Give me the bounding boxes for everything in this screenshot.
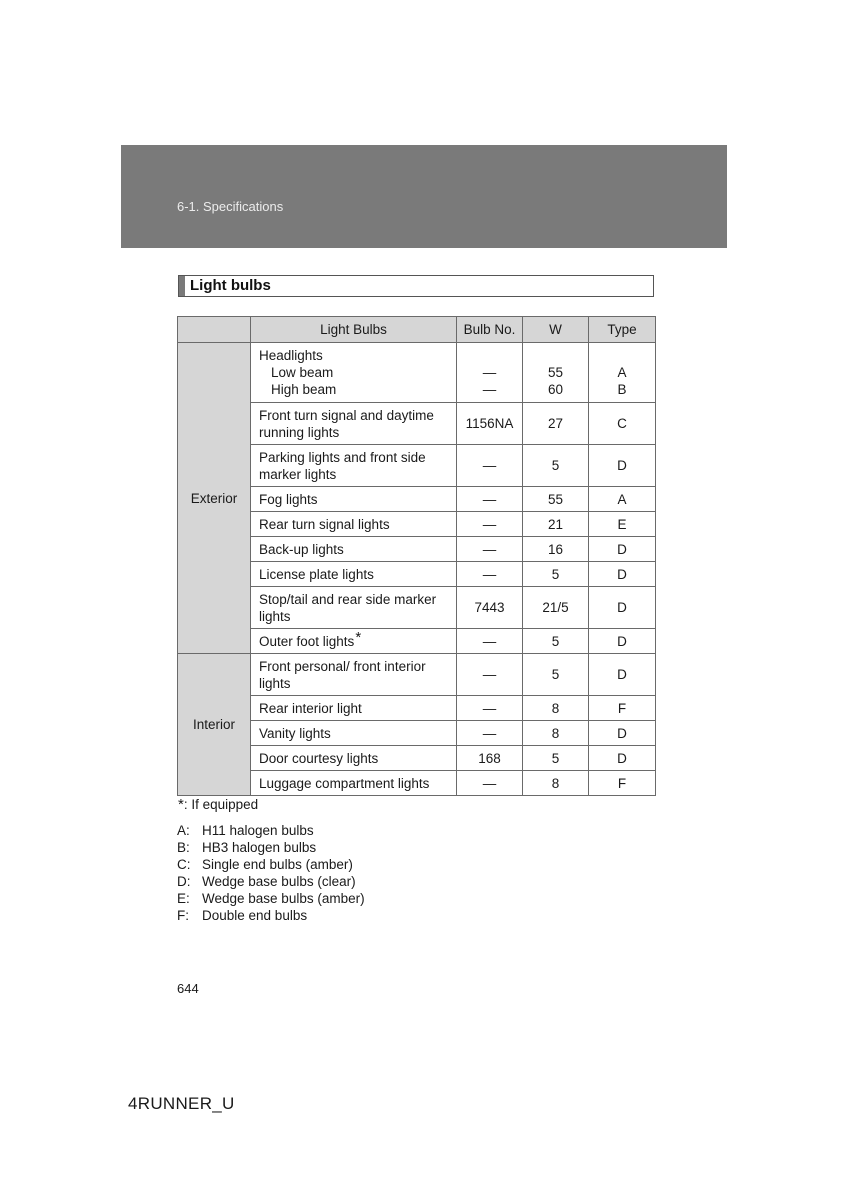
cell-name: Parking lights and front side marker lights [251, 445, 457, 487]
legend-key: C: [177, 857, 191, 872]
section-label: 6-1. Specifications [177, 199, 284, 214]
model-code: 4RUNNER_U [128, 1094, 235, 1113]
cell-type: D [589, 562, 656, 587]
table-row [178, 343, 656, 403]
high-beam-watts: 60 [547, 382, 564, 397]
cell-bulb: — [457, 562, 523, 587]
legend-item [177, 856, 365, 873]
column-header-type: Type [589, 317, 656, 343]
footnote-marker: * [355, 628, 362, 646]
cell-bulb: — [457, 537, 523, 562]
legend-key: F: [177, 908, 189, 923]
cell-bulb: 7443 [457, 587, 523, 629]
outer-foot-label: Outer foot lights [259, 633, 355, 649]
high-beam-label: High beam [271, 382, 337, 397]
legend-item [177, 839, 365, 856]
legend-item [177, 822, 365, 839]
bulb-type-legend [177, 822, 365, 924]
cell-watts: 5 [523, 629, 589, 654]
cell-name: License plate lights [251, 562, 457, 587]
legend-text: H11 halogen bulbs [202, 823, 314, 838]
table-header-row [178, 317, 656, 343]
group-label-interior: Interior [178, 654, 251, 796]
cell-name: Back-up lights [251, 537, 457, 562]
cell-type: D [589, 629, 656, 654]
cell-watts: 5 [523, 445, 589, 487]
footnote-star: * [178, 796, 184, 813]
light-bulbs-table [177, 316, 656, 796]
cell-watts: 8 [523, 721, 589, 746]
headlights-label: Headlights [259, 348, 323, 363]
cell-watts: 27 [523, 403, 589, 445]
cell-headlights-bulb [457, 343, 523, 403]
column-header-bulb-no: Bulb No. [457, 317, 523, 343]
group-label-exterior: Exterior [178, 343, 251, 654]
cell-name: Front personal/ front interior lights [251, 654, 457, 696]
column-header-light-bulbs: Light Bulbs [251, 317, 457, 343]
cell-type: F [589, 771, 656, 796]
cell-watts: 5 [523, 562, 589, 587]
cell-watts: 21/5 [523, 587, 589, 629]
cell-type: D [589, 746, 656, 771]
cell-headlights-watts [523, 343, 589, 403]
cell-type: D [589, 721, 656, 746]
legend-key: D: [177, 874, 191, 889]
cell-bulb: — [457, 629, 523, 654]
column-header-watts: W [523, 317, 589, 343]
legend-key: E: [177, 891, 190, 906]
cell-name-outer-foot [251, 629, 457, 654]
legend-text: Wedge base bulbs (amber) [202, 891, 365, 906]
cell-type: A [589, 487, 656, 512]
high-beam-bulb: — [482, 382, 497, 397]
cell-headlights-type [589, 343, 656, 403]
low-beam-bulb: — [482, 365, 497, 380]
high-beam-type: B [617, 382, 627, 397]
cell-watts: 5 [523, 746, 589, 771]
cell-bulb: — [457, 445, 523, 487]
cell-watts: 16 [523, 537, 589, 562]
cell-bulb: — [457, 654, 523, 696]
cell-name: Luggage compartment lights [251, 771, 457, 796]
cell-bulb: — [457, 721, 523, 746]
section-title: Light bulbs [190, 277, 271, 294]
cell-watts: 21 [523, 512, 589, 537]
cell-type: D [589, 587, 656, 629]
cell-watts: 5 [523, 654, 589, 696]
cell-bulb: 1156NA [457, 403, 523, 445]
column-header-group [178, 317, 251, 343]
cell-name: Door courtesy lights [251, 746, 457, 771]
low-beam-label: Low beam [271, 365, 334, 380]
cell-type: C [589, 403, 656, 445]
cell-watts: 8 [523, 696, 589, 721]
legend-item [177, 873, 365, 890]
low-beam-watts: 55 [547, 365, 564, 380]
cell-name: Rear interior light [251, 696, 457, 721]
cell-name: Vanity lights [251, 721, 457, 746]
cell-name: Front turn signal and daytime running lights [251, 403, 457, 445]
cell-name: Stop/tail and rear side marker lights [251, 587, 457, 629]
table-row [178, 654, 656, 696]
cell-bulb: — [457, 696, 523, 721]
page-number: 644 [177, 981, 199, 996]
footnote [178, 796, 258, 813]
cell-type: E [589, 512, 656, 537]
legend-text: HB3 halogen bulbs [202, 840, 317, 855]
cell-type: F [589, 696, 656, 721]
footnote-text: : If equipped [183, 797, 259, 812]
cell-bulb: 168 [457, 746, 523, 771]
title-accent-bar [179, 276, 185, 296]
section-title-box [178, 275, 654, 297]
cell-watts: 55 [523, 487, 589, 512]
legend-text: Double end bulbs [202, 908, 308, 923]
cell-type: D [589, 537, 656, 562]
cell-bulb: — [457, 487, 523, 512]
cell-name: Fog lights [251, 487, 457, 512]
legend-key: A: [177, 823, 190, 838]
header-band [121, 145, 727, 248]
legend-item [177, 890, 365, 907]
cell-watts: 8 [523, 771, 589, 796]
legend-text: Single end bulbs (amber) [202, 857, 353, 872]
cell-headlights [251, 343, 457, 403]
cell-name: Rear turn signal lights [251, 512, 457, 537]
cell-bulb: — [457, 771, 523, 796]
legend-text: Wedge base bulbs (clear) [202, 874, 356, 889]
legend-key: B: [177, 840, 190, 855]
legend-item [177, 907, 365, 924]
cell-type: D [589, 654, 656, 696]
low-beam-type: A [617, 365, 627, 380]
cell-bulb: — [457, 512, 523, 537]
cell-type: D [589, 445, 656, 487]
